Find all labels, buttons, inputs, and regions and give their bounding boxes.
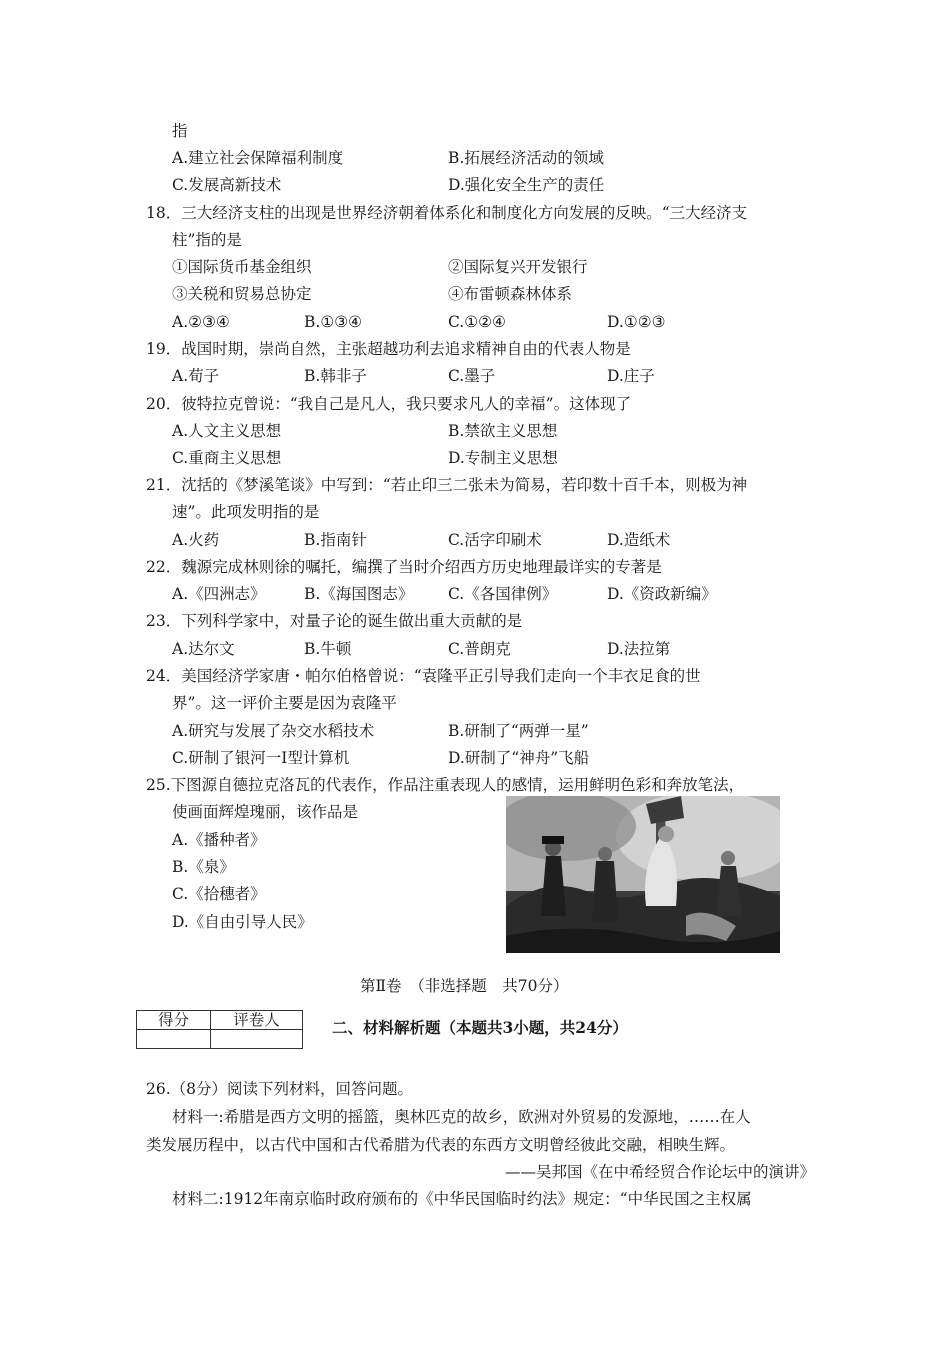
- q20-stem: 20．彼特拉克曾说：“我自己是凡人，我只要求凡人的幸福”。这体现了: [146, 395, 632, 413]
- q24-option-d[interactable]: D.研制了“神舟”飞船: [448, 749, 590, 767]
- q19-stem: 19．战国时期，崇尚自然，主张超越功利去追求精神自由的代表人物是: [146, 340, 631, 358]
- q17-option-c[interactable]: C.发展高新技术: [172, 176, 282, 194]
- q22-option-d[interactable]: D.《资政新编》: [607, 585, 717, 603]
- q24-stem-cont: 界”。这一评价主要是因为袁隆平: [172, 694, 397, 712]
- q26-material1-line2: 类发展历程中，以古代中国和古代希腊为代表的东西方文明曾经彼此交融，相映生辉。: [146, 1136, 736, 1154]
- q17-option-d[interactable]: D.强化安全生产的责任: [448, 176, 605, 194]
- q26-material1-line1: 材料一:希腊是西方文明的摇篮，奥林匹克的故乡，欧洲对外贸易的发源地，……在人: [172, 1108, 751, 1126]
- q20-option-a[interactable]: A.人文主义思想: [172, 422, 282, 440]
- q18-option-b[interactable]: B.①③④: [304, 313, 363, 331]
- q24-option-b[interactable]: B.研制了“两弹一星”: [448, 722, 589, 740]
- q21-option-d[interactable]: D.造纸术: [607, 531, 671, 549]
- q26-stem: 26.（8分）阅读下列材料，回答问题。: [146, 1080, 414, 1098]
- q21-stem: 21．沈括的《梦溪笔谈》中写到：“若止印三二张未为简易，若印数十百千本，则极为神: [146, 476, 748, 494]
- q25-stem-cont: 使画面辉煌瑰丽，该作品是: [172, 803, 359, 821]
- painting-image: [506, 796, 780, 953]
- q23-option-c[interactable]: C.普朗克: [448, 640, 511, 658]
- q20-option-c[interactable]: C.重商主义思想: [172, 449, 282, 467]
- q23-option-a[interactable]: A.达尔文: [172, 640, 235, 658]
- q23-option-b[interactable]: B.牛顿: [304, 640, 352, 658]
- q22-option-c[interactable]: C.《各国律例》: [448, 585, 558, 603]
- q20-option-d[interactable]: D.专制主义思想: [448, 449, 558, 467]
- q26-material1-source: ——吴邦国《在中希经贸合作论坛中的演讲》: [505, 1163, 816, 1181]
- q18-item-1: ①国际货币基金组织: [172, 258, 312, 276]
- q19-option-a[interactable]: A.荀子: [172, 367, 220, 385]
- score-header: 得分: [137, 1011, 211, 1030]
- q25-option-b[interactable]: B.《泉》: [172, 858, 235, 876]
- q18-option-c[interactable]: C.①②④: [448, 313, 506, 331]
- q24-option-a[interactable]: A.研究与发展了杂交水稻技术: [172, 722, 375, 740]
- q20-option-b[interactable]: B.禁欲主义思想: [448, 422, 558, 440]
- q18-item-4: ④布雷顿森林体系: [448, 285, 573, 303]
- q26-material2-line1: 材料二:1912年南京临时政府颁布的《中华民国临时约法》规定：“中华民国之主权属: [172, 1190, 752, 1208]
- q19-option-d[interactable]: D.庄子: [607, 367, 655, 385]
- q23-stem: 23．下列科学家中，对量子论的诞生做出重大贡献的是: [146, 612, 523, 630]
- q18-item-3: ③关税和贸易总协定: [172, 285, 312, 303]
- q23-option-d[interactable]: D.法拉第: [607, 640, 671, 658]
- q18-option-a[interactable]: A.②③④: [172, 313, 230, 331]
- q19-option-b[interactable]: B.韩非子: [304, 367, 367, 385]
- grader-header: 评卷人: [211, 1011, 303, 1030]
- q25-stem: 25.下图源自德拉克洛瓦的代表作，作品注重表现人的感情，运用鲜明色彩和奔放笔法，: [146, 776, 745, 794]
- q21-stem-cont: 速”。此项发明指的是: [172, 503, 320, 521]
- grader-cell[interactable]: [211, 1030, 303, 1049]
- score-cell[interactable]: [137, 1030, 211, 1049]
- q19-option-c[interactable]: C.墨子: [448, 367, 496, 385]
- q17-stem-tail: 指: [172, 122, 188, 140]
- q24-stem: 24．美国经济学家唐・帕尔伯格曾说：“袁隆平正引导我们走向一个丰衣足食的世: [146, 667, 701, 685]
- q25-option-a[interactable]: A.《播种者》: [172, 831, 266, 849]
- score-table: [136, 1010, 303, 1049]
- q18-stem: 18．三大经济支柱的出现是世界经济朝着体系化和制度化方向发展的反映。“三大经济支: [146, 204, 748, 222]
- q22-option-a[interactable]: A.《四洲志》: [172, 585, 266, 603]
- q18-stem-cont: 柱”指的是: [172, 231, 242, 249]
- q22-stem: 22．魏源完成林则徐的嘱托，编撰了当时介绍西方历史地理最详实的专著是: [146, 558, 662, 576]
- q25-option-d[interactable]: D.《自由引导人民》: [172, 913, 313, 931]
- q22-option-b[interactable]: B.《海国图志》: [304, 585, 414, 603]
- q21-option-a[interactable]: A.火药: [172, 531, 220, 549]
- q18-item-2: ②国际复兴开发银行: [448, 258, 588, 276]
- section2-title: 二、材料解析题（本题共3小题，共24分）: [332, 1018, 628, 1037]
- q25-option-c[interactable]: C.《拾穗者》: [172, 885, 266, 903]
- q21-option-c[interactable]: C.活字印刷术: [448, 531, 542, 549]
- q17-option-a[interactable]: A.建立社会保障福利制度: [172, 149, 344, 167]
- part2-title: 第Ⅱ卷 （非选择题 共70分）: [360, 977, 569, 995]
- q21-option-b[interactable]: B.指南针: [304, 531, 367, 549]
- q17-option-b[interactable]: B.拓展经济活动的领域: [448, 149, 604, 167]
- q18-option-d[interactable]: D.①②③: [607, 313, 666, 331]
- q24-option-c[interactable]: C.研制了银河一Ⅰ型计算机: [172, 749, 350, 767]
